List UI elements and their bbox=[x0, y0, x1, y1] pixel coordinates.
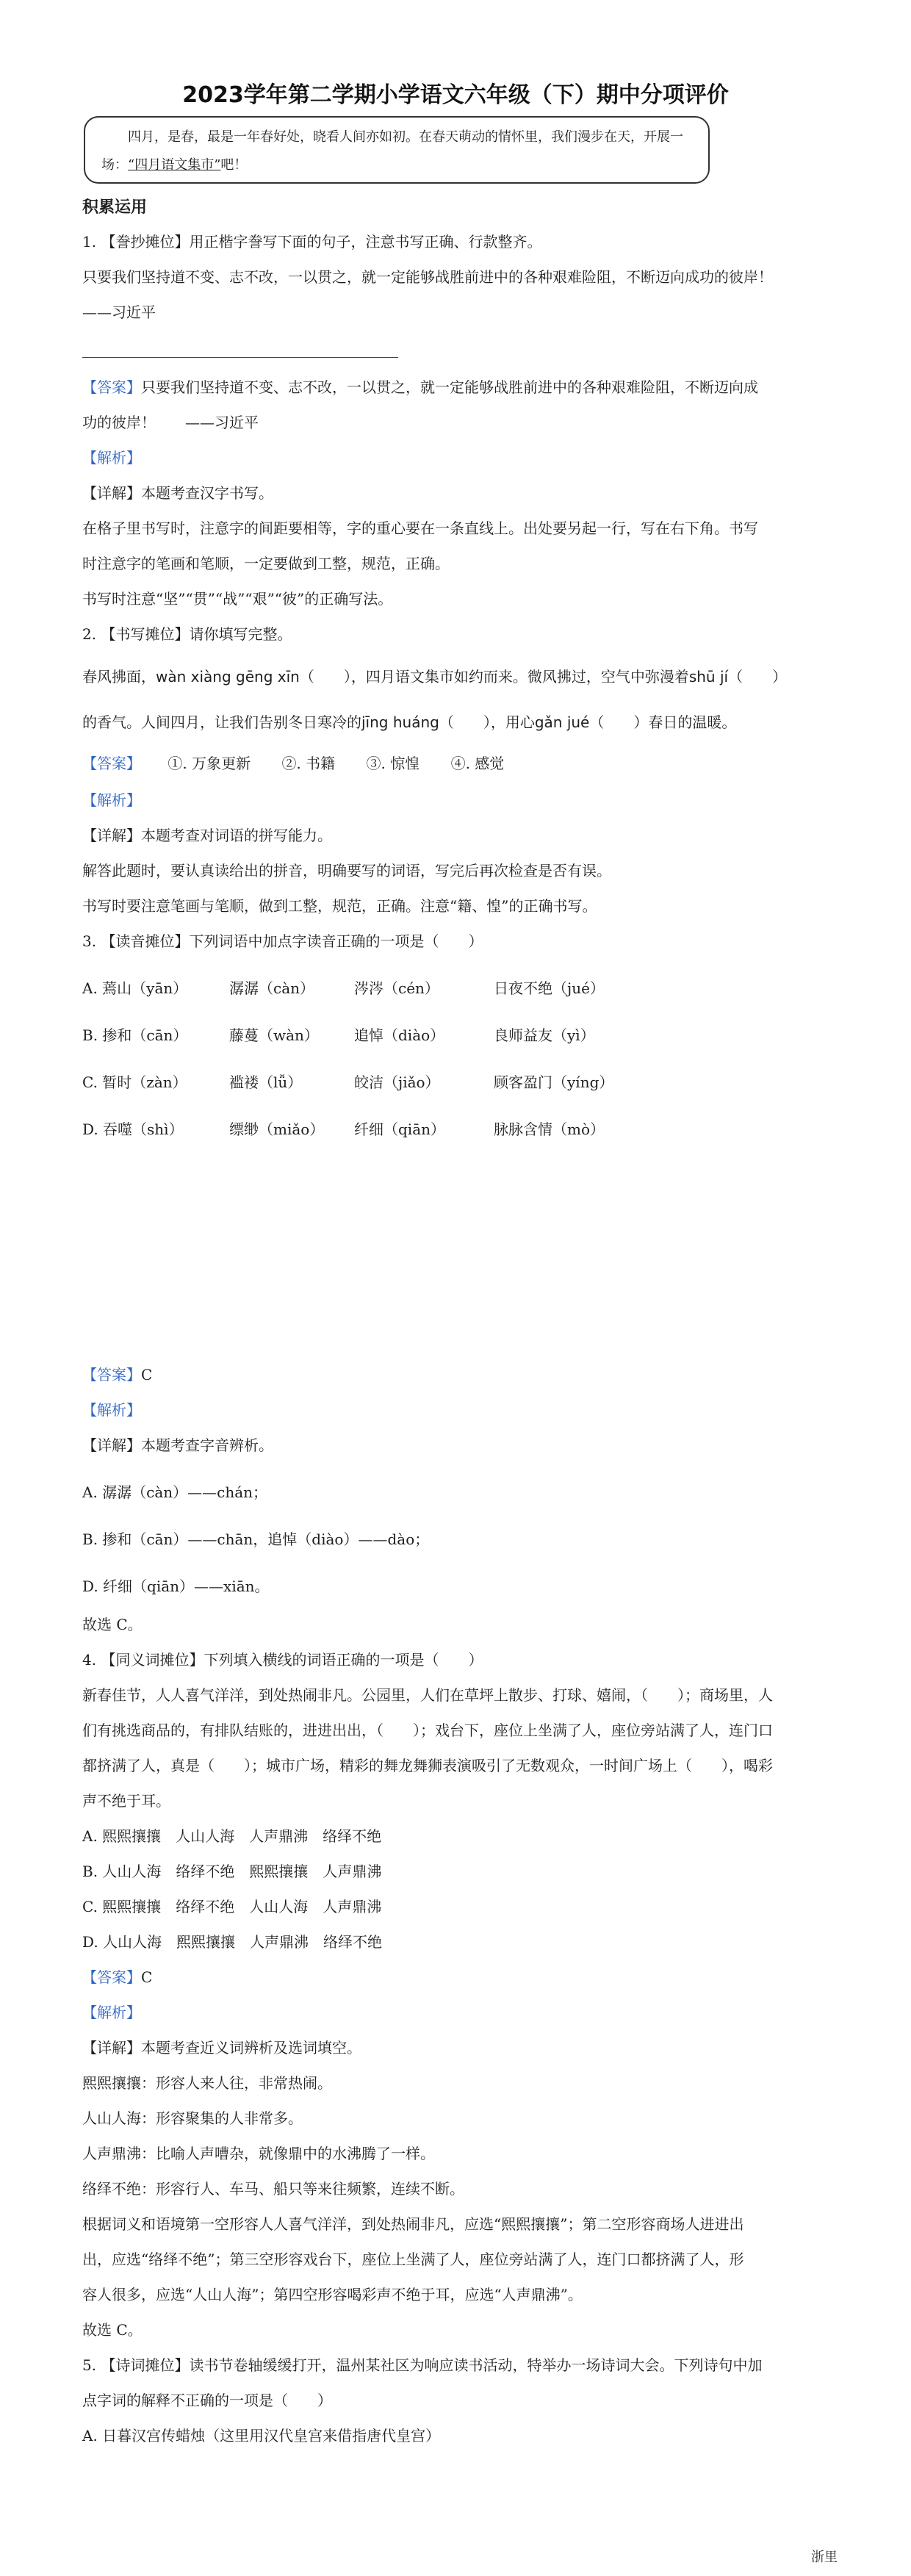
q2-detail-2: 解答此题时，要认真读给出的拼音，明确要写的词语，写完后再次检查是否有误。 bbox=[82, 862, 611, 879]
page-footer: 浙里 bbox=[811, 2550, 838, 2565]
q4-stem: 4. 【同义词摊位】下列填入横线的词语正确的一项是（ ） bbox=[82, 1651, 483, 1669]
q1-detail-1: 【详解】本题考查汉字书写。 bbox=[82, 484, 273, 502]
q3-option-c: C. 暂时（zàn） 褴褛（lǚ） 皎洁（jiǎo） 顾客盈门（yíng） bbox=[82, 1073, 614, 1091]
page-title: 2023学年第二学期小学语文六年级（下）期中分项评价 bbox=[182, 82, 729, 108]
q2-line-1: 春风拂面，wàn xiàng gēng xīn（ ），四月语文集市如约而来。微风拂过，空气中弥漫着shū jí（ ） bbox=[82, 668, 788, 686]
q2-answer-4: ④. 感觉 bbox=[450, 755, 505, 772]
q4-detail-5: 络绎不绝：形容行人、车马、船只等来往频繁，连续不断。 bbox=[82, 2180, 464, 2198]
q4-para-3: 都挤满了人，真是（ ）；城市广场，精彩的舞龙舞狮表演吸引了无数观众，一时间广场上（ ），喝彩 bbox=[82, 1757, 773, 1774]
intro-line-1: 四月，是春，最是一年春好处，晓看人间亦如初。在春天萌动的情怀里，我们漫步在天，开展一 bbox=[128, 129, 683, 145]
q4-detail-8: 容人很多，应选“人山人海”；第四空形容喝彩声不绝于耳，应选“人声鼎沸”。 bbox=[82, 2286, 583, 2303]
q4-detail-4: 人声鼎沸：比喻人声嘈杂，就像鼎中的水沸腾了一样。 bbox=[82, 2145, 435, 2162]
q3-detail-3: B. 掺和（cān）——chān，追悼（diào）——dào； bbox=[82, 1530, 430, 1548]
q4-para-4: 声不绝于耳。 bbox=[82, 1792, 170, 1810]
intro-box bbox=[84, 116, 710, 184]
q4-detail-1: 【详解】本题考查近义词辨析及选词填空。 bbox=[82, 2039, 361, 2057]
section-heading: 积累运用 bbox=[82, 198, 148, 217]
q4-detail-7: 出，应选“络绎不绝”；第三空形容戏台下，座位上坐满了人，座位旁站满了人，连门口都挤满了人，形 bbox=[82, 2251, 744, 2268]
q3-detail-2: A. 潺潺（càn）——chán； bbox=[82, 1483, 268, 1501]
q4-detail-3: 人山人海：形容聚集的人非常多。 bbox=[82, 2109, 303, 2127]
q1-answer: 【答案】只要我们坚持道不变、志不改，一以贯之，就一定能够战胜前进中的各种艰难险阻，不断迈向成 bbox=[82, 378, 758, 396]
q5-stem-1: 5. 【诗词摊位】读书节卷轴缓缓打开，温州某社区为响应读书活动，特举办一场诗词大会。下列诗句中加 bbox=[82, 2356, 763, 2374]
q2-stem: 2. 【书写摊位】请你填写完整。 bbox=[82, 625, 292, 643]
q4-option-a: A. 熙熙攘攘 人山人海 人声鼎沸 络绎不绝 bbox=[82, 1827, 382, 1845]
q2-detail-1: 【详解】本题考查对词语的拼写能力。 bbox=[82, 827, 332, 844]
q3-answer: 【答案】C bbox=[82, 1366, 153, 1384]
q4-detail-6: 根据词义和语境第一空形容人人喜气洋洋，到处热闹非凡，应选“熙熙攘攘”；第二空形容商场人进进出 bbox=[82, 2215, 744, 2233]
q4-option-c: C. 熙熙攘攘 络绎不绝 人山人海 人声鼎沸 bbox=[82, 1898, 382, 1915]
q1-detail-2: 在格子里书写时，注意字的间距要相等，字的重心要在一条直线上。出处要另起一行，写在右下角。书写 bbox=[82, 519, 758, 537]
q3-detail-1: 【详解】本题考查字音辨析。 bbox=[82, 1436, 273, 1454]
q2-answer bbox=[82, 752, 832, 774]
answer-tag: 【答案】 bbox=[82, 378, 141, 396]
q3-option-a: A. 蔫山（yān） 潺潺（càn） 涔涔（cén） 日夜不绝（jué） bbox=[82, 979, 605, 997]
answer-tag: 【答案】 bbox=[82, 755, 141, 772]
q4-para-1: 新春佳节，人人喜气洋洋，到处热闹非凡。公园里，人们在草坪上散步、打球、嬉闹，（ ）；商场里，人 bbox=[82, 1686, 773, 1704]
pinyin-2: shū jí bbox=[688, 668, 729, 686]
q2-analysis-tag: 【解析】 bbox=[82, 791, 141, 809]
q1-answer-cont: 功的彼岸！ ——习近平 bbox=[82, 414, 259, 431]
pinyin-1: wàn xiàng gēng xīn bbox=[156, 668, 300, 686]
q3-detail-4: D. 纤细（qiān）——xiān。 bbox=[82, 1577, 270, 1595]
pinyin-3: jīng huáng bbox=[361, 713, 439, 731]
q4-option-d: D. 人山人海 熙熙攘攘 人声鼎沸 络绎不绝 bbox=[82, 1933, 383, 1951]
q1-stem: 1. 【誊抄摊位】用正楷字誊写下面的句子，注意书写正确、行款整齐。 bbox=[82, 233, 542, 251]
q5-option-a: A. 日暮汉宫传蜡烛（这里用汉代皇宫来借指唐代皇宫） bbox=[82, 2427, 441, 2444]
pinyin-4: gǎn jué bbox=[534, 713, 590, 731]
q3-option-b: B. 掺和（cān） 藤蔓（wàn） 追悼（diào） 良师益友（yì） bbox=[82, 1026, 595, 1044]
q1-analysis-tag: 【解析】 bbox=[82, 449, 141, 467]
q3-conclusion: 故选 C。 bbox=[82, 1616, 143, 1633]
q1-detail-4: 书写时注意“坚”“贯”“战”“艰”“彼”的正确写法。 bbox=[82, 590, 393, 608]
q1-detail-3: 时注意字的笔画和笔顺，一定要做到工整，规范，正确。 bbox=[82, 555, 450, 572]
q4-conclusion: 故选 C。 bbox=[82, 2321, 143, 2339]
intro-line-2: 场：“四月语文集市”吧！ bbox=[101, 157, 248, 173]
q3-option-d: D. 吞噬（shì） 缥缈（miǎo） 纤细（qiān） 脉脉含情（mò） bbox=[82, 1120, 605, 1138]
q1-quote: 只要我们坚持道不变、志不改，一以贯之，就一定能够战胜前进中的各种艰难险阻，不断迈向成功的彼岸！ bbox=[82, 268, 773, 286]
q4-para-2: 们有挑选商品的，有排队结账的，进进出出，（ ）；戏台下，座位上坐满了人，座位旁站满了人，连门口 bbox=[82, 1721, 773, 1739]
q3-analysis-tag: 【解析】 bbox=[82, 1401, 141, 1419]
answer-tag: 【答案】 bbox=[82, 1968, 141, 1986]
intro-link[interactable]: “四月语文集市” bbox=[128, 157, 221, 173]
q3-stem: 3. 【读音摊位】下列词语中加点字读音正确的一项是（ ） bbox=[82, 932, 483, 950]
q2-line-2: 的香气。人间四月，让我们告别冬日寒冷的jīng huáng（ ），用心gǎn jué（ ）春日的温暖。 bbox=[82, 713, 737, 731]
q4-answer: 【答案】C bbox=[82, 1968, 153, 1986]
q4-analysis-tag: 【解析】 bbox=[82, 2004, 141, 2021]
q5-stem-2: 点字词的解释不正确的一项是（ ） bbox=[82, 2392, 332, 2409]
q1-author: ——习近平 bbox=[82, 303, 156, 321]
q4-option-b: B. 人山人海 络绎不绝 熙熙攘攘 人声鼎沸 bbox=[82, 1863, 382, 1880]
q2-detail-3: 书写时要注意笔画与笔顺，做到工整，规范，正确。注意“籍、惶”的正确书写。 bbox=[82, 897, 597, 915]
q4-detail-2: 熙熙攘攘：形容人来人往，非常热闹。 bbox=[82, 2074, 332, 2092]
q1-writing-line bbox=[82, 357, 398, 358]
q2-answer-1: ①. 万象更新 bbox=[168, 755, 251, 772]
q2-answer-2: ②. 书籍 bbox=[281, 755, 336, 772]
answer-tag: 【答案】 bbox=[82, 1366, 141, 1384]
q2-answer-3: ③. 惊惶 bbox=[366, 755, 420, 772]
